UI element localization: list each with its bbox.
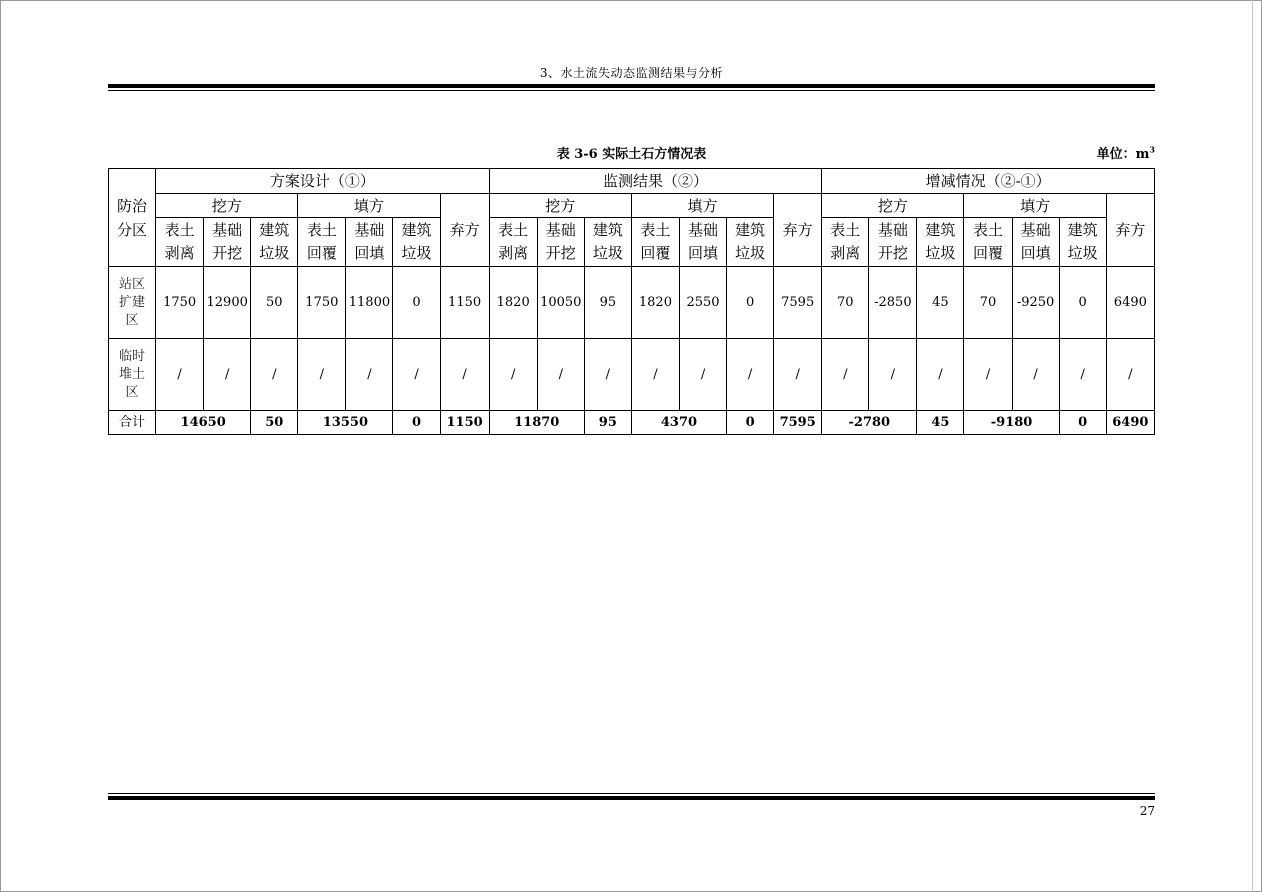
table-cell: / (964, 339, 1012, 411)
footer-rule-thick (108, 796, 1155, 800)
table-cell: / (1106, 339, 1154, 411)
running-header: 3、水土流失动态监测结果与分析 (539, 66, 724, 80)
table-row (109, 267, 1155, 339)
design-sub-foundation-fill: 基础回填 (346, 218, 393, 267)
table-cell: -9250 (1012, 267, 1059, 339)
monitor-spoil-header: 弃方 (774, 194, 822, 267)
design-sub-topsoil-strip: 表土剥离 (156, 218, 204, 267)
table-cell: 2550 (679, 267, 726, 339)
change-sub-waste-dig: 建筑垃圾 (917, 218, 964, 267)
table-cell: 1150 (440, 267, 489, 339)
table-cell: 45 (917, 267, 964, 339)
table-cell: / (251, 339, 298, 411)
monitor-sub-foundation-fill: 基础回填 (679, 218, 726, 267)
table-cell: 1820 (631, 267, 679, 339)
total-design-spoil: 1150 (440, 411, 489, 435)
table-cell: / (584, 339, 631, 411)
table-cell: / (917, 339, 964, 411)
header-rule-thin (108, 90, 1155, 91)
design-spoil-header: 弃方 (440, 194, 489, 267)
change-sub-topsoil-cover: 表土回覆 (964, 218, 1012, 267)
design-sub-foundation-dig: 基础开挖 (204, 218, 251, 267)
group-monitor: 监测结果（②） (489, 169, 822, 194)
change-spoil-header: 弃方 (1106, 194, 1154, 267)
table-cell: / (822, 339, 869, 411)
table-cell: 0 (393, 267, 440, 339)
total-design-waste-dig: 50 (251, 411, 298, 435)
unit-superscript: 3 (1149, 144, 1155, 155)
design-sub-waste-dig: 建筑垃圾 (251, 218, 298, 267)
table-cell: / (393, 339, 440, 411)
table-cell: 11800 (346, 267, 393, 339)
monitor-sub-topsoil-strip: 表土剥离 (489, 218, 537, 267)
total-change-spoil: 6490 (1106, 411, 1154, 435)
table-cell: / (631, 339, 679, 411)
monitor-excavation-header: 挖方 (489, 194, 631, 218)
monitor-sub-topsoil-cover: 表土回覆 (631, 218, 679, 267)
table-row (109, 339, 1155, 411)
monitor-sub-foundation-dig: 基础开挖 (537, 218, 584, 267)
total-change-fill: -9180 (964, 411, 1059, 435)
table-cell: 50 (251, 267, 298, 339)
total-change-waste-fill: 0 (1059, 411, 1106, 435)
design-sub-topsoil-cover: 表土回覆 (298, 218, 346, 267)
group-change: 增减情况（②-①） (822, 169, 1155, 194)
total-monitor-waste-dig: 95 (584, 411, 631, 435)
header-rule-thick (108, 84, 1155, 88)
table-cell: 70 (822, 267, 869, 339)
design-fill-header: 填方 (298, 194, 440, 218)
table-cell: 1820 (489, 267, 537, 339)
total-row (109, 411, 1155, 435)
design-sub-waste-fill: 建筑垃圾 (393, 218, 440, 267)
monitor-sub-waste-fill: 建筑垃圾 (727, 218, 774, 267)
row-label-temp-stockpile: 临时堆土区 (109, 339, 156, 411)
zone-header: 防治分区 (109, 169, 156, 267)
change-sub-waste-fill: 建筑垃圾 (1059, 218, 1106, 267)
table-cell: / (489, 339, 537, 411)
change-excavation-header: 挖方 (822, 194, 964, 218)
table-caption: 表 3-6 实际土石方情况表 (556, 147, 707, 162)
total-change-excavation: -2780 (822, 411, 917, 435)
total-monitor-spoil: 7595 (774, 411, 822, 435)
table-cell: 1750 (156, 267, 204, 339)
total-change-waste-dig: 45 (917, 411, 964, 435)
total-label: 合计 (109, 411, 156, 435)
sub-header-row (109, 218, 1155, 267)
unit-label: 单位：$m^3$ (1096, 144, 1155, 162)
total-design-waste-fill: 0 (393, 411, 440, 435)
change-sub-foundation-dig: 基础开挖 (869, 218, 917, 267)
table-cell: / (346, 339, 393, 411)
monitor-fill-header: 填方 (631, 194, 773, 218)
table-cell: -2850 (869, 267, 917, 339)
page-edge-rule (1252, 0, 1253, 892)
table-cell: / (1059, 339, 1106, 411)
table-cell: / (440, 339, 489, 411)
table-cell: / (679, 339, 726, 411)
page-number: 27 (1139, 804, 1155, 818)
table-cell: 6490 (1106, 267, 1154, 339)
change-sub-topsoil-strip: 表土剥离 (822, 218, 869, 267)
table-cell: 70 (964, 267, 1012, 339)
total-monitor-waste-fill: 0 (727, 411, 774, 435)
total-design-fill: 13550 (298, 411, 393, 435)
table-cell: 0 (727, 267, 774, 339)
table-cell: / (298, 339, 346, 411)
earthwork-table (108, 168, 1155, 435)
table-cell: 7595 (774, 267, 822, 339)
table-cell: / (869, 339, 917, 411)
total-monitor-excavation: 11870 (489, 411, 584, 435)
table-cell: / (727, 339, 774, 411)
table-cell: / (774, 339, 822, 411)
change-fill-header: 填方 (964, 194, 1106, 218)
type-header-row (109, 194, 1155, 218)
table-cell: / (1012, 339, 1059, 411)
group-design: 方案设计（①） (156, 169, 490, 194)
design-excavation-header: 挖方 (156, 194, 298, 218)
footer-rule-thin (108, 793, 1155, 794)
table-cell: 0 (1059, 267, 1106, 339)
table-cell: / (204, 339, 251, 411)
table-cell: 10050 (537, 267, 584, 339)
group-header-row (109, 169, 1155, 194)
row-label-station-expansion: 站区扩建区 (109, 267, 156, 339)
table-cell: 1750 (298, 267, 346, 339)
table-cell: / (537, 339, 584, 411)
total-monitor-fill: 4370 (631, 411, 726, 435)
monitor-sub-waste-dig: 建筑垃圾 (584, 218, 631, 267)
change-sub-foundation-fill: 基础回填 (1012, 218, 1059, 267)
total-design-excavation: 14650 (156, 411, 251, 435)
table-cell: 95 (584, 267, 631, 339)
table-cell: / (156, 339, 204, 411)
table-cell: 12900 (204, 267, 251, 339)
